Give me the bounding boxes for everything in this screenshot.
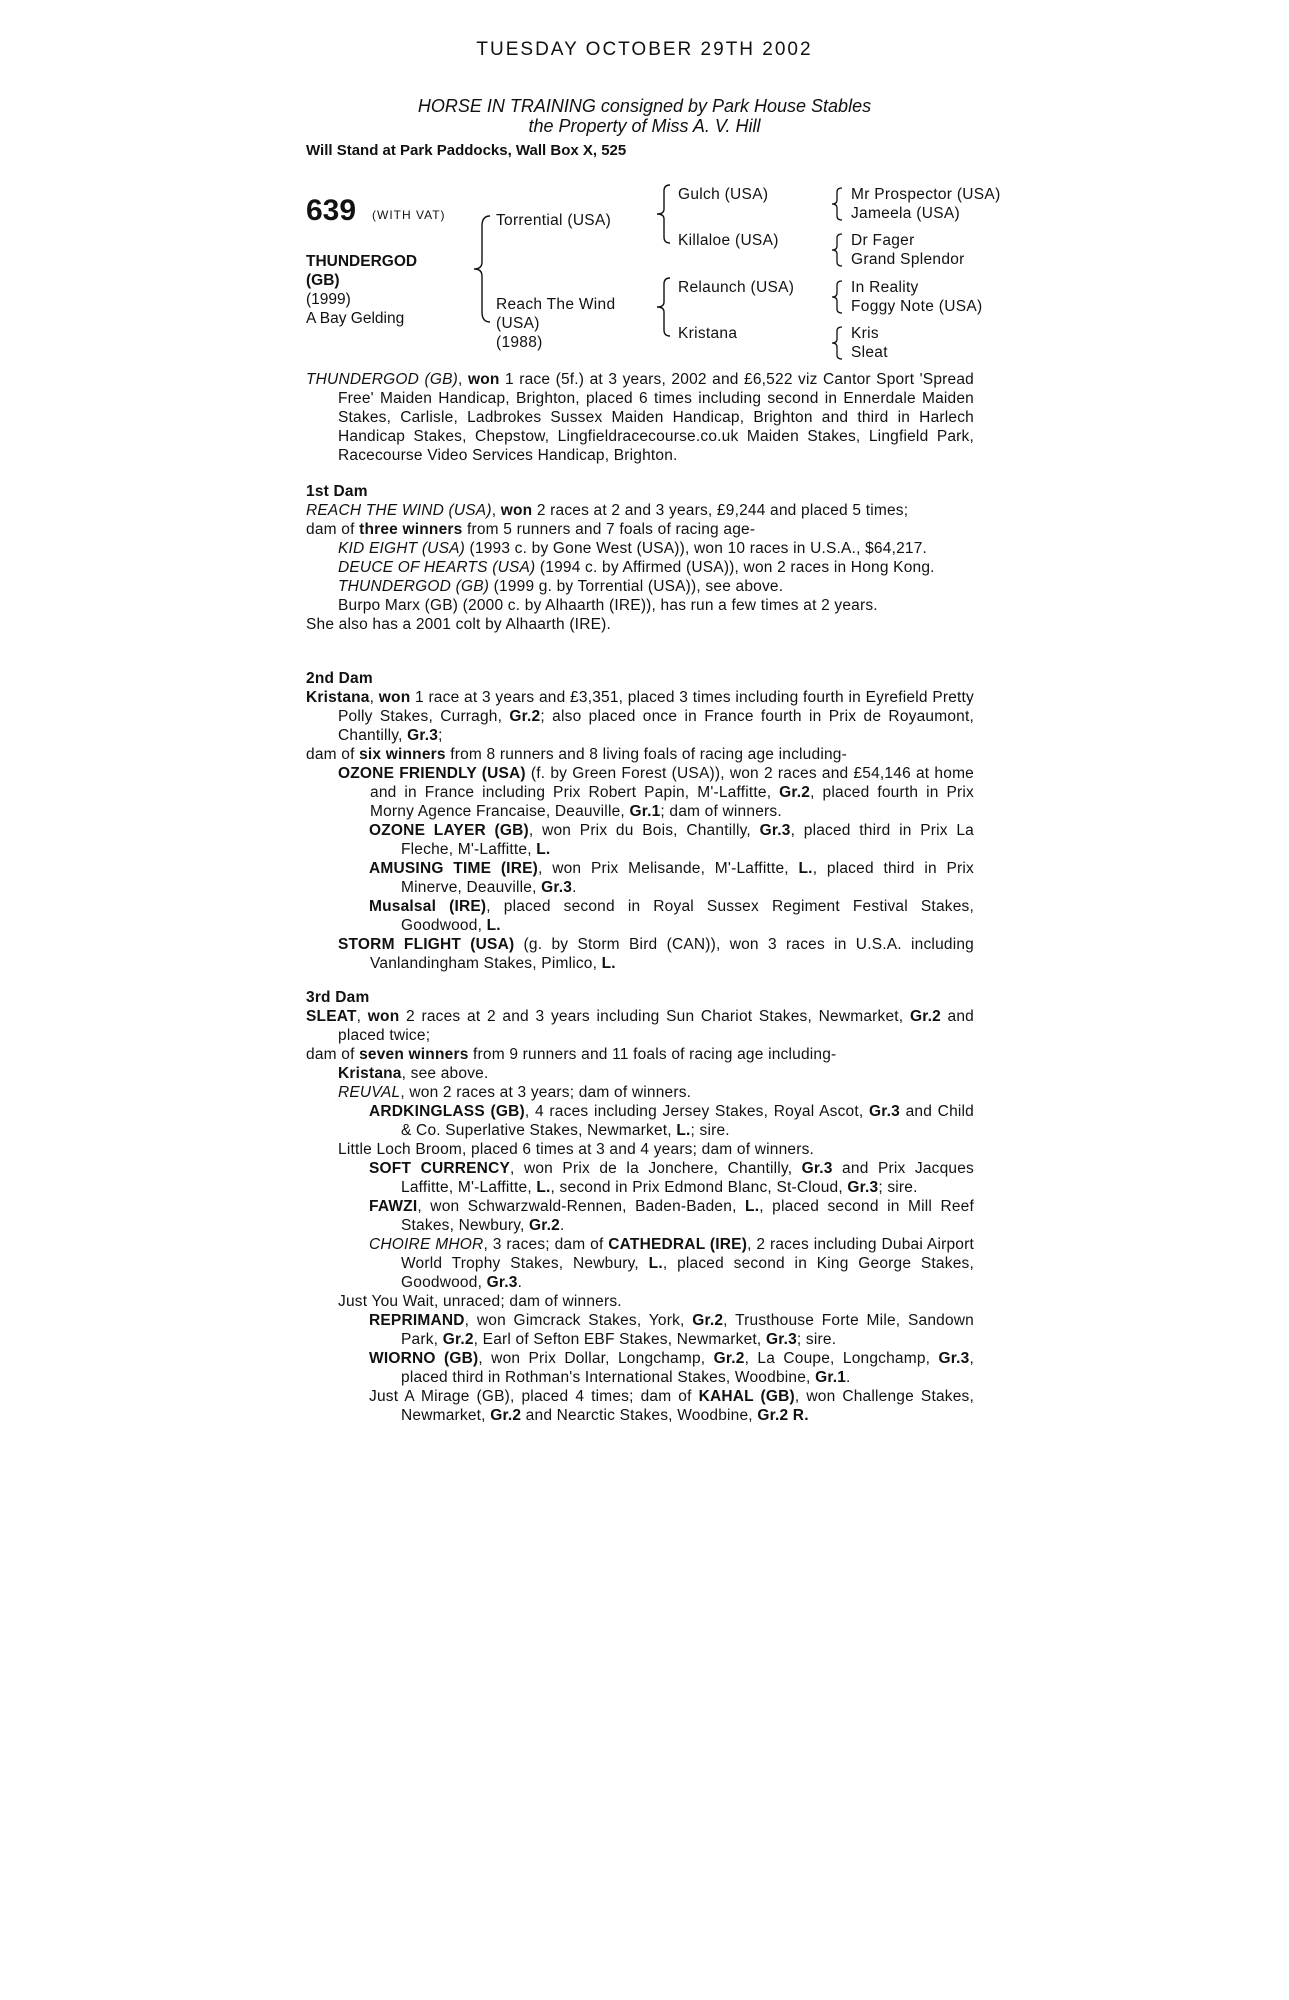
list-item: WIORNO (GB), won Prix Dollar, Longchamp, Gr.2, La Coupe, Longchamp, Gr.3, placed third in Rothman's International Stakes, Woodbine, Gr.1. [369,1350,974,1386]
dam-sire: Relaunch (USA) [678,279,795,296]
list-item: Burpo Marx (GB) (2000 c. by Alhaarth (IRE)), has run a few times at 2 years. [338,597,878,614]
list-item: ARDKINGLASS (GB), 4 races including Jersey Stakes, Royal Ascot, Gr.3 and Child & Co. Superlative Stakes, Newmarket, L.; sire. [369,1103,975,1139]
record-won: won [467,371,500,388]
horse-origin: (GB) [306,272,340,289]
list-item: REPRIMAND, won Gimcrack Stakes, York, Gr.2, Trusthouse Forte Mile, Sandown Park, Gr.2, Earl of Sefton EBF Stakes, Newmarket, Gr.3; sire. [369,1312,974,1348]
pedigree-brace-sd [829,232,845,268]
list-item: CHOIRE MHOR, 3 races; dam of CATHEDRAL (IRE), 2 races including Dubai Airport World Trophy Stakes, Newbury, L., placed second in King George Stakes, Goodwood, Gr.3. [369,1236,974,1291]
horse-description: A Bay Gelding [306,310,405,327]
third-dam-section: 3rd Dam SLEAT, won 2 races at 2 and 3 years including Sun Chariot Stakes, Newmarket, Gr.2 and placed twice; dam of seven winners from 9 runners and 11 foals of racing age including- Kristana, see above. REUVAL, won 2 races at 3 years; dam of winners. ARDKINGLASS (GB), 4 races including Jersey Stakes, Royal Ascot, Gr.3 and Child & Co. Superlative Stakes, Newmarket, L.; sire. Little Loch Broom, placed 6 times at 3 and 4 years; dam of winners. SOFT CURRENCY, won Prix de la Jonchere, Chantilly, Gr.3 and Prix Jacques Laffitte, M'-Laffitte, L., second in Prix Edmond Blanc, St-Cloud, Gr.3; sire. FAWZI, won Schwarzwald-Rennen, Baden-Baden, L., placed second in Mill Reef Stakes, Newbury, Gr.2. CHOIRE MHOR, 3 races; dam of CATHEDRAL (IRE), 2 races including Dubai Airport World Trophy Stakes, Newbury, L., placed second in King George Stakes, Goodwood, Gr.3. Just You Wait, unraced; dam of winners. REPRIMAND, won Gimcrack Stakes, York, Gr.2, Trusthouse Forte Mile, Sandown Park, Gr.2, Earl of Sefton EBF Stakes, Newmarket, Gr.3; sire. WIORNO (GB), won Prix Dollar, Longchamp, Gr.2, La Coupe, Longchamp, Gr.3, placed third in Rothman's International Stakes, Woodbine, Gr.1. Just A Mirage (GB), placed 4 times; dam of KAHAL (GB), won Challenge Stakes, Newmarket, Gr.2 and Nearctic Stakes, Woodbine, Gr.2 R. [306,989,975,1424]
ssd: Jameela (USA) [851,205,960,222]
pedigree-brace-main [470,214,494,324]
list-item: OZONE FRIENDLY (USA) (f. by Green Forest (USA)), won 2 races and £54,146 at home and in France including Prix Robert Papin, M'-Laffitte, Gr.2, placed fourth in Prix Morny Agence Francaise, Deauville, Gr.1; dam of winners. [338,765,974,820]
dam-year: (1988) [496,334,543,351]
sire: Torrential (USA) [496,212,612,229]
dsd: Foggy Note (USA) [851,298,983,315]
dam-origin: (USA) [496,315,540,332]
consignment-line: HORSE IN TRAINING consigned by Park House Stables [417,96,872,116]
record-horse-name: THUNDERGOD (GB) [306,371,459,388]
stand-location: Will Stand at Park Paddocks, Wall Box X, 525 [306,142,627,159]
list-item: THUNDERGOD (GB) (1999 g. by Torrential (USA)), see above. [338,578,784,595]
pedigree-brace-sire [654,183,674,245]
list-item: Little Loch Broom, placed 6 times at 3 and 4 years; dam of winners. [338,1141,815,1158]
list-item: KID EIGHT (USA) (1993 c. by Gone West (USA)), won 10 races in U.S.A., $64,217. [338,540,928,557]
sire-dam: Killaloe (USA) [678,232,779,249]
list-item: Kristana, see above. [338,1065,489,1082]
pedigree-brace-dd [829,325,845,361]
dam-dam: Kristana [678,325,738,342]
property-line: the Property of Miss A. V. Hill [528,116,761,136]
horse-year: (1999) [306,291,351,308]
list-item: Musalsal (IRE), placed second in Royal Sussex Regiment Festival Stakes, Goodwood, L. [369,898,974,934]
first-dam-heading: 1st Dam [306,483,368,500]
list-item: REUVAL, won 2 races at 3 years; dam of winners. [338,1084,692,1101]
dds: Kris [851,325,879,342]
third-dam-name: SLEAT [306,1008,357,1025]
sdd: Grand Splendor [851,251,965,268]
ddd: Sleat [851,344,888,361]
first-dam-foals: from 5 runners and 7 foals of racing age- [462,521,756,538]
list-item: SOFT CURRENCY, won Prix de la Jonchere, Chantilly, Gr.3 and Prix Jacques Laffitte, M'-Laffitte, L., second in Prix Edmond Blanc, St-Cloud, Gr.3; sire. [369,1160,975,1196]
list-item: FAWZI, won Schwarzwald-Rennen, Baden-Baden, L., placed second in Mill Reef Stakes, Newbury, Gr.2. [369,1198,974,1234]
first-dam-name: REACH THE WIND (USA) [306,502,492,519]
sds: Dr Fager [851,232,915,249]
list-item: AMUSING TIME (IRE), won Prix Melisande, M'-Laffitte, L., placed third in Prix Minerve, Deauville, Gr.3. [369,860,974,896]
list-item: Just You Wait, unraced; dam of winners. [338,1293,622,1310]
horse-name: THUNDERGOD [306,253,418,270]
pedigree-brace-ss [829,186,845,222]
list-item: DEUCE OF HEARTS (USA) (1994 c. by Affirmed (USA)), won 2 races in Hong Kong. [338,559,935,576]
race-record: THUNDERGOD (GB), won 1 race (5f.) at 3 years, 2002 and £6,522 viz Cantor Sport 'Spread Free' Maiden Handicap, Brighton, placed 6 times including second in Ennerdale Maiden Stakes, Carlisle, Ladbrokes Sussex Maiden Handicap, Brighton and third in Harlech Handicap Stakes, Chepstow, Lingfieldracecourse.co.uk Maiden Stakes, Lingfield Park, Racecourse Video Services Handicap, Brighton. [306,371,974,464]
first-dam-text: 2 races at 2 and 3 years, £9,244 and placed 5 times; [532,502,909,519]
third-dam-heading: 3rd Dam [306,989,370,1006]
second-dam-name: Kristana [306,689,370,706]
lot-number: 639 [306,194,357,227]
first-dam-damof: dam of [306,521,360,538]
dss: In Reality [851,279,919,296]
first-dam-section: 1st Dam REACH THE WIND (USA), won 2 races at 2 and 3 years, £9,244 and placed 5 times; dam of three winners from 5 runners and 7 foals of racing age- KID EIGHT (USA) (1993 c. by Gone West (USA)), won 10 races in U.S.A., $64,217. DEUCE OF HEARTS (USA) (1994 c. by Affirmed (USA)), won 2 races in Hong Kong. THUNDERGOD (GB) (1999 g. by Torrential (USA)), see above. Burpo Marx (GB) (2000 c. by Alhaarth (IRE)), has run a few times at 2 years. She also has a 2001 colt by Alhaarth (IRE). [306,482,974,634]
first-dam-won: won [500,502,533,519]
second-dam-section: 2nd Dam Kristana, won 1 race at 3 years and £3,351, placed 3 times including fourth in Eyrefield Pretty Polly Stakes, Curragh, Gr.2; also placed once in France fourth in Prix de Royaumont, Chantilly, Gr.3; dam of six winners from 8 runners and 8 living foals of racing age including- OZONE FRIENDLY (USA) (f. by Green Forest (USA)), won 2 races and £54,146 at home and in France including Prix Robert Papin, M'-Laffitte, Gr.2, placed fourth in Prix Morny Agence Francaise, Deauville, Gr.1; dam of winners. OZONE LAYER (GB), won Prix du Bois, Chantilly, Gr.3, placed third in Prix La Fleche, M'-Laffitte, L. AMUSING TIME (IRE), won Prix Melisande, M'-Laffitte, L., placed third in Prix Minerve, Deauville, Gr.3. Musalsal (IRE), placed second in Royal Sussex Regiment Festival Stakes, Goodwood, L. STORM FLIGHT (USA) (g. by Storm Bird (CAN)), won 3 races in U.S.A. including Vanlandingham Stakes, Pimlico, L. [306,670,974,972]
sire-sire: Gulch (USA) [678,186,769,203]
pedigree-brace-ds [829,279,845,315]
list-item: OZONE LAYER (GB), won Prix du Bois, Chantilly, Gr.3, placed third in Prix La Fleche, M'-Laffitte, L. [369,822,974,858]
first-dam-winners: three winners [359,521,463,538]
record-text: 1 race (5f.) at 3 years, 2002 and £6,522 viz Cantor Sport 'Spread Free' Maiden Handicap, Brighton, placed 6 times including second in Ennerdale Maiden Stakes, Carlisle, Ladbrokes Sussex Maiden Handicap, Brighton and third in Harlech Handicap Stakes, Chepstow, Lingfieldracecourse.co.uk Maiden Stakes, Lingfield Park, Racecourse Video Services Handicap, Brighton. [338,371,974,464]
list-item: Just A Mirage (GB), placed 4 times; dam of KAHAL (GB), won Challenge Stakes, Newmarket, Gr.2 and Nearctic Stakes, Woodbine, Gr.2 R. [369,1388,974,1424]
sss: Mr Prospector (USA) [851,186,1001,203]
list-item: STORM FLIGHT (USA) (g. by Storm Bird (CAN)), won 3 races in U.S.A. including Vanlandingham Stakes, Pimlico, L. [338,936,974,972]
vat-note: (WITH VAT) [372,208,446,222]
first-dam-note: She also has a 2001 colt by Alhaarth (IRE). [306,616,611,633]
sale-date: TUESDAY OCTOBER 29TH 2002 [476,39,813,60]
second-dam-heading: 2nd Dam [306,670,373,687]
dam-name: Reach The Wind [496,296,616,313]
horse-details [306,252,417,328]
pedigree-brace-dam [654,276,674,338]
